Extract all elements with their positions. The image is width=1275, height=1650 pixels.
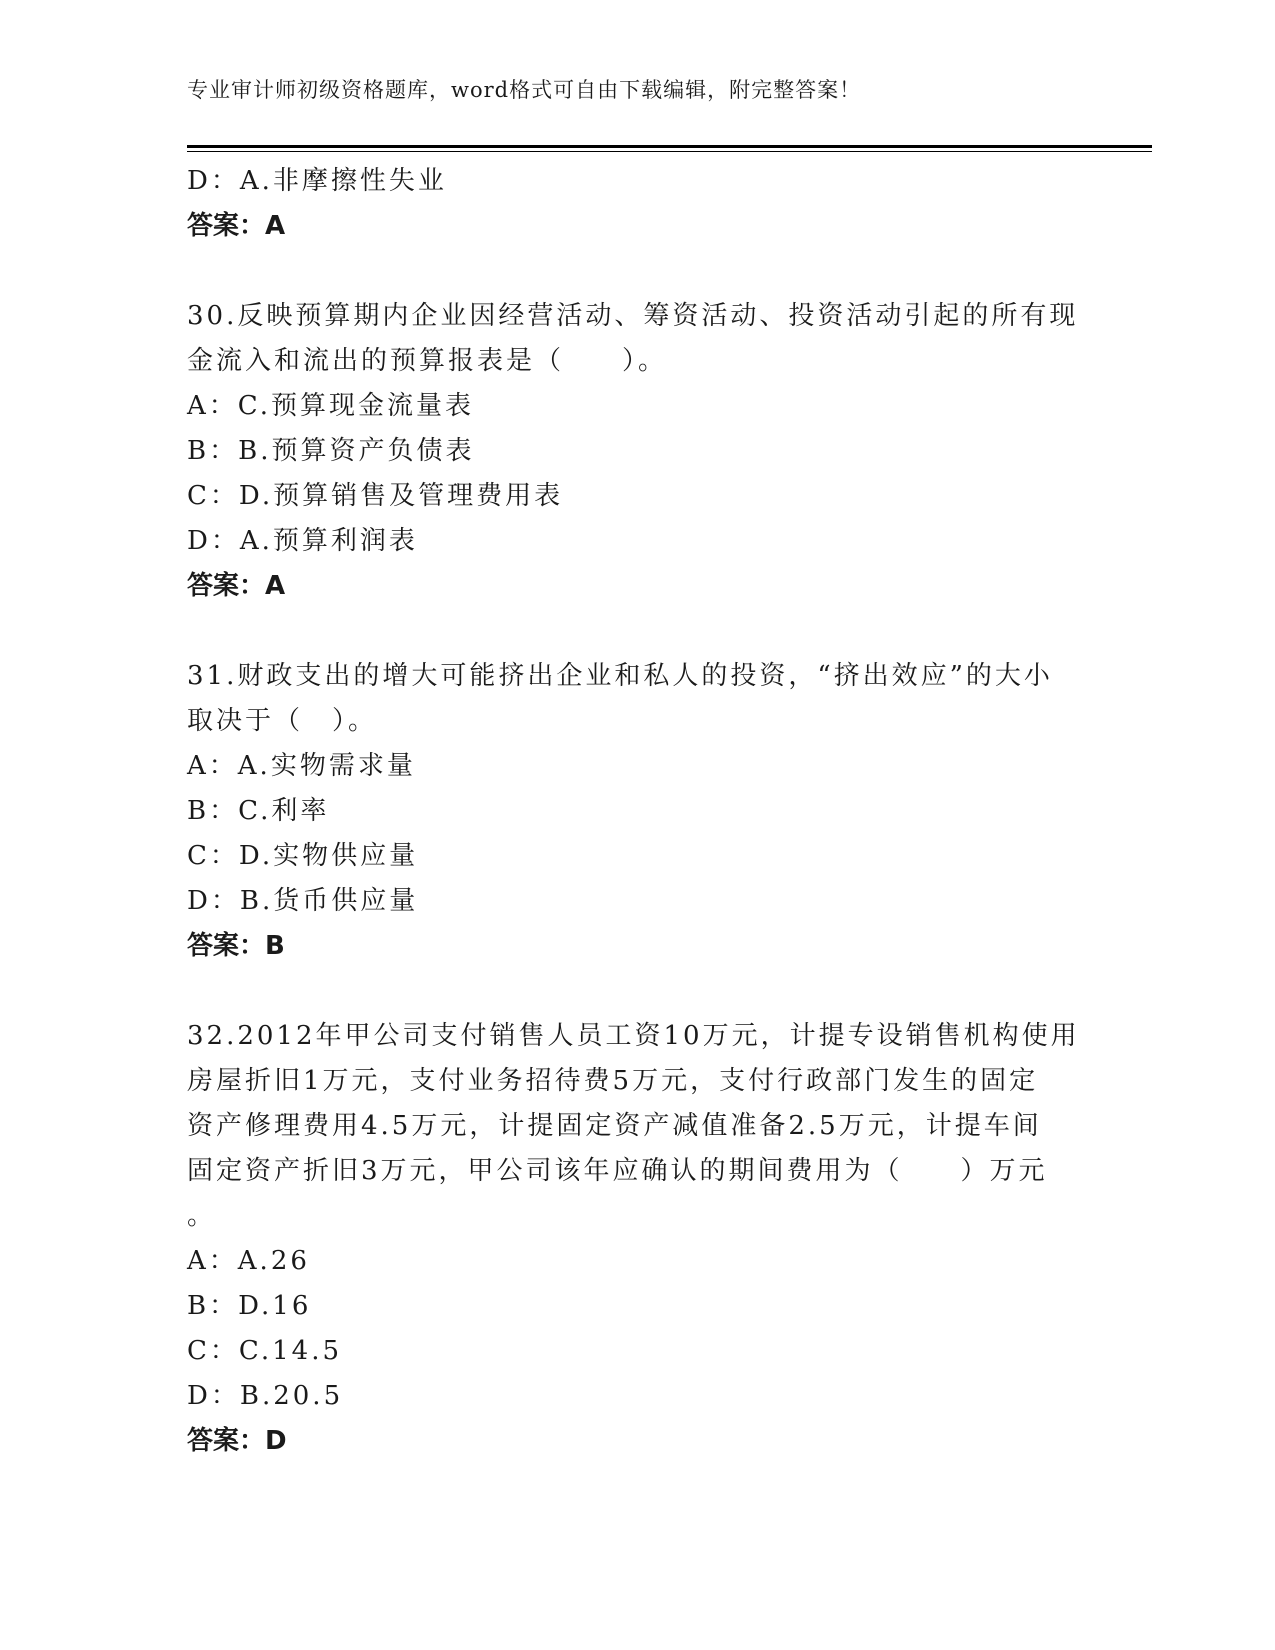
q32-option-d: D：B.20.5	[187, 1381, 344, 1411]
q32-option-c: C：C.14.5	[187, 1336, 343, 1366]
q31-answer: 答案：B	[187, 931, 285, 961]
q32-stem-line2: 房屋折旧1万元，支付业务招待费5万元，支付行政部门发生的固定	[187, 1066, 1039, 1096]
q30-answer: 答案：A	[187, 571, 286, 601]
q32-stem-line3: 资产修理费用4.5万元，计提固定资产减值准备2.5万元，计提车间	[187, 1111, 1042, 1141]
q30-stem-line2: 金流入和流出的预算报表是（ ）。	[187, 346, 668, 376]
q30-stem-line1: 30.反映预算期内企业因经营活动、筹资活动、投资活动引起的所有现	[187, 301, 1079, 331]
header-divider-thin	[187, 151, 1152, 152]
q31-option-b: B：C.利率	[187, 796, 330, 826]
q31-stem-line1: 31.财政支出的增大可能挤出企业和私人的投资，“挤出效应”的大小	[187, 661, 1053, 691]
prev-option-d: D：A.非摩擦性失业	[187, 166, 447, 196]
q30-option-b: B：B.预算资产负债表	[187, 436, 475, 466]
q31-option-a: A：A.实物需求量	[187, 751, 416, 781]
q32-stem-line5: 。	[187, 1201, 217, 1231]
q32-option-a: A：A.26	[187, 1246, 310, 1276]
q32-answer: 答案：D	[187, 1426, 287, 1456]
q31-option-c: C：D.实物供应量	[187, 841, 419, 871]
page-header: 专业审计师初级资格题库，word格式可自由下载编辑，附完整答案！	[187, 78, 862, 102]
q30-option-a: A：C.预算现金流量表	[187, 391, 475, 421]
q32-stem-line4: 固定资产折旧3万元，甲公司该年应确认的期间费用为（ ）万元	[187, 1156, 1048, 1186]
header-divider-thick	[187, 145, 1152, 148]
q30-option-c: C：D.预算销售及管理费用表	[187, 481, 564, 511]
prev-answer: 答案：A	[187, 211, 286, 241]
q31-stem-line2: 取决于（ ）。	[187, 706, 378, 736]
q32-option-b: B：D.16	[187, 1291, 312, 1321]
q31-option-d: D：B.货币供应量	[187, 886, 419, 916]
q30-option-d: D：A.预算利润表	[187, 526, 418, 556]
q32-stem-line1: 32.2012年甲公司支付销售人员工资10万元，计提专设销售机构使用	[187, 1021, 1080, 1051]
